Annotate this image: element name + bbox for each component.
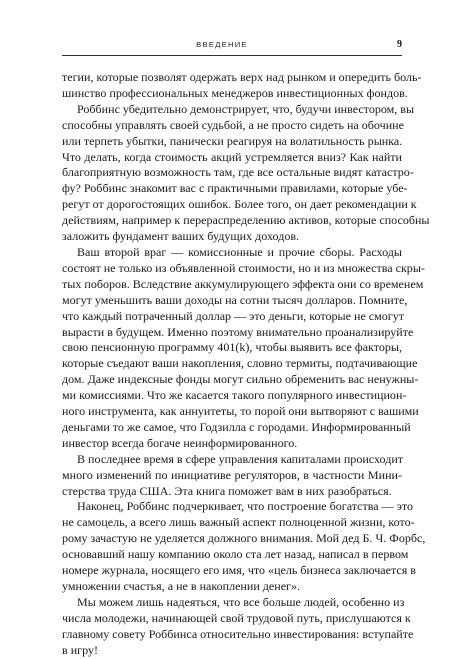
text-line: Роббинс убедительно демонстрирует, что, будучи инвестором, вы xyxy=(77,101,415,116)
text-line: действиям, например к перераспределению активов, которые способны xyxy=(62,213,430,228)
text-line: фу? Роббинс знакомит вас с практичными правилами, которые убе- xyxy=(62,181,408,196)
text-line: которые съедают ваши накопления, словно термиты, подтачивающие xyxy=(62,356,418,371)
text-line: деньгами то же самое, что Годзилла с городами. Информированный xyxy=(62,419,411,434)
paragraph xyxy=(62,101,430,245)
text-line: благоприятную возможность там, где все остальные видят катастро- xyxy=(62,165,414,180)
text-line: способны управлять своей судьбой, а не просто сидеть на обочине xyxy=(62,117,404,132)
text-line: ми комиссиями. Что же касается такого популярного инвестицион- xyxy=(62,388,407,403)
text-line: ного инструмента, как аннуитеты, то порой они вытворяют с вашими xyxy=(62,404,419,419)
text-line: свою пенсионную программу 401(k), чтобы выявить все факторы, xyxy=(62,340,402,355)
text-line: стерства труда США. Эта книга поможет вам в них разобраться. xyxy=(62,483,392,498)
text-line: не самоцель, а всего лишь важный аспект полноценной жизни, кото- xyxy=(62,515,415,530)
body-text xyxy=(62,70,430,659)
running-title: ВВЕДЕНИЕ xyxy=(196,40,248,49)
text-line: Ваш второй враг — комиссионные и прочие сборы. Расходы xyxy=(77,244,402,259)
text-line: номере журнала, носящего его имя, что «цель бизнеса заключается в xyxy=(62,563,416,578)
text-line: в игру! xyxy=(62,642,98,657)
text-line: что каждый потраченный доллар — это деньги, которые не смогут xyxy=(62,308,405,323)
running-header xyxy=(62,40,402,52)
text-line: заложить фундамент ваших будущих доходов. xyxy=(62,229,300,244)
text-line: рому зачастую не уделяется должного внимания. Мой дед Б. Ч. Форбс, xyxy=(62,531,426,546)
paragraph xyxy=(62,499,426,594)
text-line: регут от дорогостоящих ошибок. Более того, он дает рекомендации к xyxy=(62,197,417,212)
text-line: главному совету Роббинса относительно инвестирования: вступайте xyxy=(62,626,414,641)
text-line: состоят не только из объявленной стоимости, но и из множества скры- xyxy=(62,260,425,275)
text-line: числа молодежи, начинающей свой трудовой путь, прислушаются к xyxy=(62,610,411,625)
text-line: или терпеть убытки, панически реагируя на волатильность рынка. xyxy=(62,133,403,148)
paragraph xyxy=(62,452,402,500)
text-line: Что делать, когда стоимость акций устремляется вниз? Как найти xyxy=(62,149,402,164)
paragraph xyxy=(62,594,414,659)
text-line: тых поборов. Вследствие аккумулирующего эффекта они со временем xyxy=(62,276,424,291)
header-rule xyxy=(62,55,402,56)
text-line: много изменений по инициативе регуляторов, в частности Мини- xyxy=(62,467,402,482)
page-number: 9 xyxy=(397,39,402,50)
text-line: дом. Даже индексные фонды могут сильно обременить вас ненужны- xyxy=(62,372,419,387)
text-line: умножении счастья, а не в накоплении денег». xyxy=(62,579,301,593)
paragraph xyxy=(62,70,422,102)
text-line: основавший нашу компанию около ста лет назад, написал в первом xyxy=(62,547,409,562)
paragraph xyxy=(62,244,425,452)
text-line: Мы можем лишь надеяться, что все больше людей, особенно из xyxy=(77,594,405,609)
text-line: шинство профессиональных менеджеров инвестиционных фондов. xyxy=(62,85,408,100)
text-line: тегии, которые позволят одержать верх над рынком и опередить боль- xyxy=(62,70,422,84)
text-line: Наконец, Роббинс подчеркивает, что построение богатства — это xyxy=(77,499,414,514)
text-line: В последнее время в сфере управления капиталами происходит xyxy=(77,451,404,466)
text-line: могут уменьшить ваши доходы на сотни тысяч долларов. Помните, xyxy=(62,292,408,307)
text-line: инвестор всегда богаче неинформированного. xyxy=(62,435,298,450)
text-line: вырасти в будущем. Именно поэтому внимательно проанализируйте xyxy=(62,324,414,339)
